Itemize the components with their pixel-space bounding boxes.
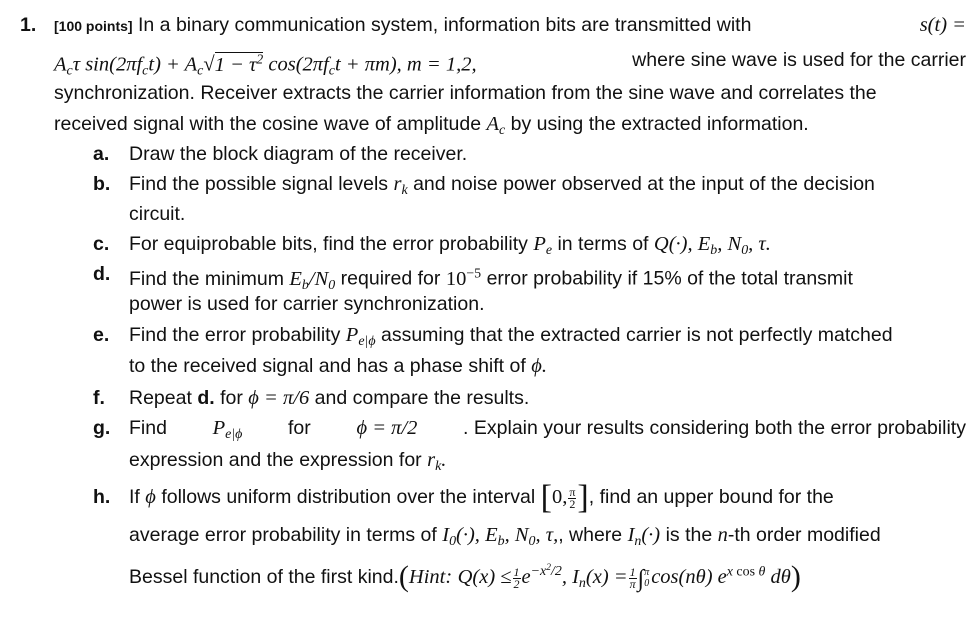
part-f-text-3: and compare the results.: [314, 387, 530, 409]
part-b-text-3: circuit.: [129, 203, 186, 225]
signal-levels-symbol-g: $r_k$.: [427, 449, 447, 474]
part-c-math: Q(·), $E_b$, $N_0$, τ.: [653, 233, 771, 258]
part-f-label: f.: [93, 387, 105, 409]
part-h-text-2: follows uniform distribution over the interval: [161, 486, 536, 508]
part-f-text: Repeat: [129, 387, 192, 409]
part-f-ref: d.: [197, 387, 215, 409]
part-g-label: g.: [93, 417, 111, 439]
part-h-text: If: [129, 486, 140, 508]
part-d-text: Find the minimum: [129, 267, 284, 290]
amplitude-symbol: $A_c$: [486, 113, 506, 138]
part-h-text-7: -th order modified: [727, 524, 881, 546]
ebn0-symbol: $E_b/N_0$: [289, 267, 336, 293]
part-b-label: b.: [93, 173, 111, 195]
part-b-text-2: and noise power observed at the input of the decision: [413, 173, 875, 195]
stem-line-1-text: [54, 10, 966, 41]
part-g-text-2: for: [288, 417, 311, 439]
hint-math: Q(x) ≤ $\frac{1}{2}$ $e^{-x^2/2}$, $I_n(x)$ = $\frac{1}{\pi}$ ∫ π 0 cos(nθ) $e^{x cos \theta}$ dθ: [457, 563, 791, 592]
part-a-text: Draw the block diagram of the receiver.: [129, 143, 468, 165]
part-a: [93, 139, 467, 169]
hint-label: Hint:: [408, 565, 453, 588]
phase-value-f: ϕ = π/6: [248, 387, 310, 409]
part-c-text-2: in terms of: [557, 233, 649, 255]
stem-text-3: synchronization. Receiver extracts the carrier information from the sine wave and correlates the: [54, 82, 877, 104]
part-b-text: Find the possible signal levels: [129, 173, 389, 195]
part-h-cont-1: [129, 520, 881, 557]
part-g-cont: [129, 445, 446, 482]
part-g-text-4: expression and the expression for: [129, 449, 422, 471]
part-h-math-1: $I_0(\cdot)$, $E_b$, $N_0$, τ,: [442, 524, 559, 549]
part-d-label: d.: [93, 263, 111, 285]
order-symbol: n: [717, 524, 728, 546]
stem-line-3: [54, 78, 877, 108]
stem-text-1: In a binary communication system, information bits are transmitted with: [138, 14, 752, 36]
part-f-text-2: for: [220, 387, 243, 409]
stem-text-2: where sine wave is used for the carrier: [632, 49, 966, 71]
part-f: [93, 383, 529, 413]
part-e-text: Find the error probability: [129, 324, 341, 346]
part-e-text-3: to the received signal and has a phase shift of: [129, 355, 526, 377]
part-g-text: Find: [129, 417, 167, 439]
signal-equation: $A_c\tau$ $\sin(2\pi f_ct) + A_c√1 - \tau^2$ $\cos(2\pi f_ct + \pi m)$, m = 1,2,: [54, 52, 477, 79]
target-probability: $10^{-5}$: [445, 266, 482, 290]
part-c-text: For equiprobable bits, find the error probability: [129, 233, 528, 255]
part-a-label: a.: [93, 143, 110, 165]
problem-number: 1.: [20, 14, 37, 36]
part-h-text-4: average error probability in terms of: [129, 524, 437, 546]
stem-math-st: s(t) =: [919, 14, 966, 36]
part-h: [93, 479, 966, 516]
part-g-text-3: . Explain your results considering both the error probability: [463, 417, 966, 439]
pe-symbol: $P_e$: [533, 233, 553, 258]
part-h-label: h.: [93, 486, 111, 508]
part-d-cont: [129, 289, 485, 319]
pe-given-phi-symbol: $P_{e|\phi}$: [345, 324, 376, 349]
stem-text-5: by using the extracted information.: [510, 113, 809, 135]
phase-symbol-h: ϕ: [145, 486, 156, 508]
part-h-text-3: , find an upper bound for the: [588, 486, 834, 508]
part-d-text-3: error probability if 15% of the total transmit: [486, 267, 853, 290]
stem-line-1: [20, 10, 36, 40]
pe-given-phi-symbol-g: $P_{e|\phi}$: [212, 417, 243, 442]
part-e-text-2: assuming that the extracted carrier is not perfectly matched: [380, 324, 893, 346]
points-label: [100 points]: [54, 18, 133, 34]
part-h-cont-2: [129, 553, 801, 599]
part-e-cont: [129, 351, 547, 381]
bessel-symbol: $I_n(\cdot)$: [627, 524, 661, 549]
part-b: [93, 169, 966, 206]
part-c-label: c.: [93, 233, 110, 255]
phase-symbol: ϕ.: [531, 355, 547, 377]
hint-open-paren: (: [398, 559, 409, 593]
part-h-text-6: is the: [665, 524, 713, 546]
interval: [0, $\frac{\pi}{2}$ ]: [540, 479, 589, 516]
part-h-text-5: , where: [558, 524, 623, 546]
phase-value-g: ϕ = π/2: [356, 417, 418, 439]
part-h-text-8: Bessel function of the first kind.: [129, 565, 399, 588]
signal-levels-symbol: $r_k$: [393, 173, 408, 198]
stem-text-4: received signal with the cosine wave of amplitude: [54, 113, 482, 135]
part-b-cont: [129, 199, 185, 229]
hint-close-paren: ): [790, 559, 801, 593]
part-e-label: e.: [93, 324, 110, 346]
part-d-text-4: power is used for carrier synchronization.: [129, 293, 485, 315]
part-d-text-2: required for: [340, 267, 441, 290]
